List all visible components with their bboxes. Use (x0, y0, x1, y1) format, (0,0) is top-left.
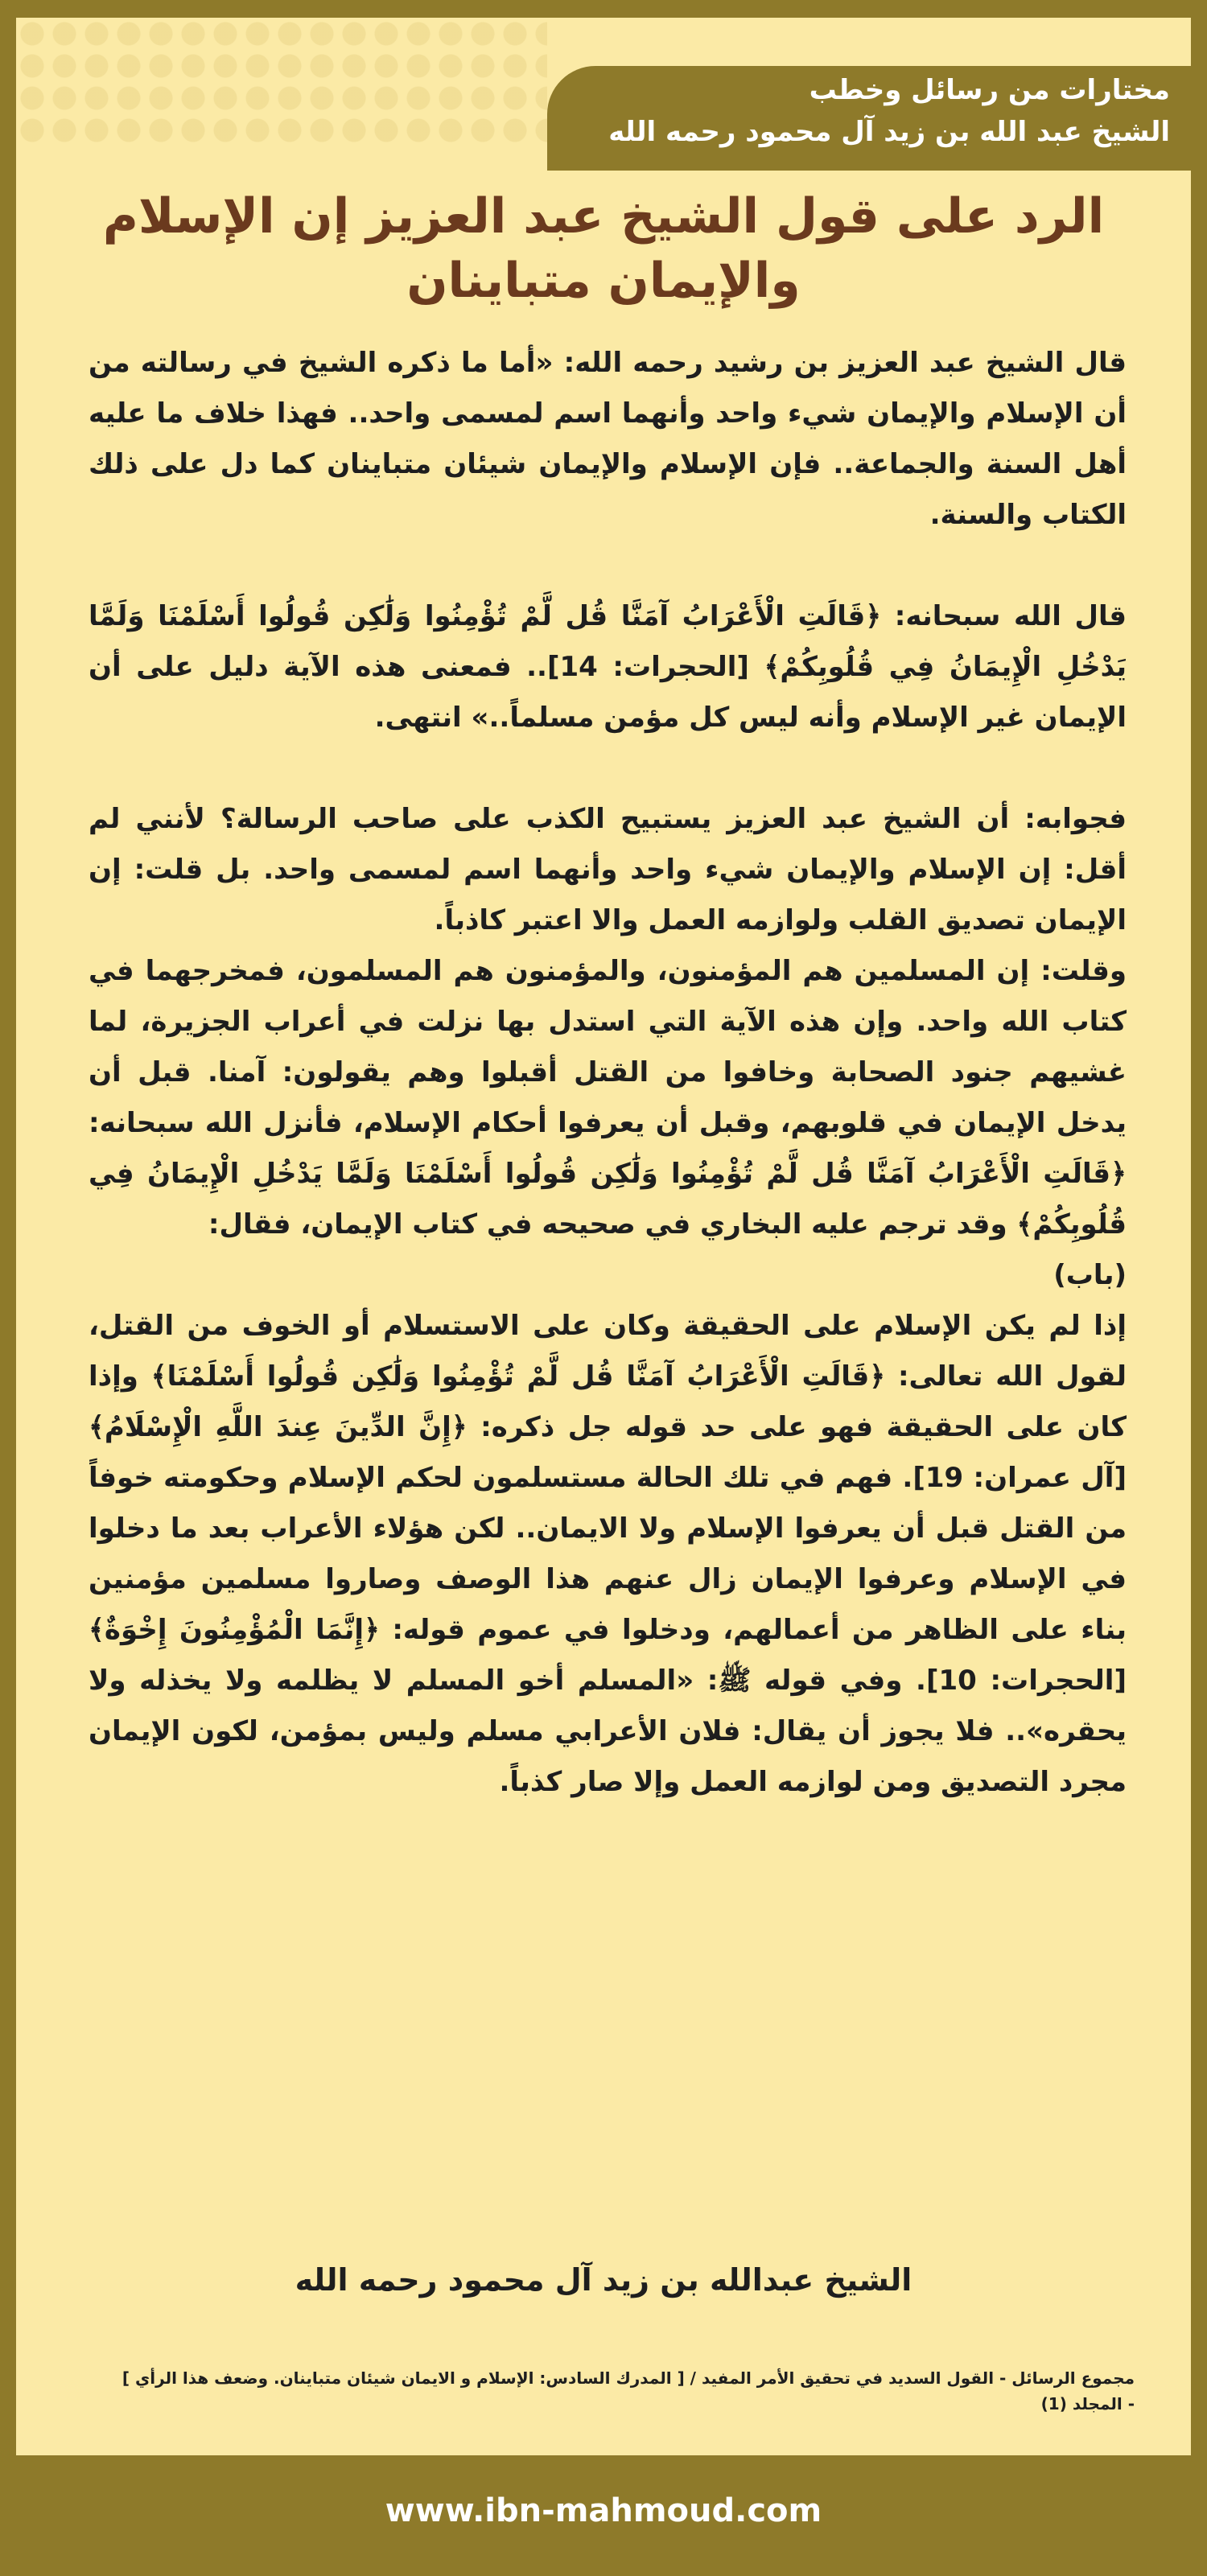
article-body (89, 338, 1127, 1808)
content-panel (16, 18, 1191, 2455)
source-line-2: - المجلد (1) (1040, 2394, 1135, 2413)
source-line-1: مجموع الرسائل - القول السديد في تحقيق الأمر المفيد / [ المدرك السادس: الإسلام و الايمان شيئان متباينان. وضعف هذا الرأي ] (122, 2368, 1135, 2388)
paragraph-gap (89, 541, 1127, 591)
source-reference (97, 2365, 1135, 2417)
body-paragraph-3: فجوابه: أن الشيخ عبد العزيز يستبيح الكذب على صاحب الرسالة؟ لأنني لم أقل: إن الإسلام والإيمان شيء واحد وأنهما اسم لمسمى واحد. بل قلت: إن الإيمان تصديق القلب ولوازمه العمل والا اعتبر كاذباً. (89, 803, 1127, 936)
header-line-1: مختارات من رسائل وخطب (809, 74, 1170, 106)
header-banner (547, 66, 1191, 171)
paragraph-gap (89, 743, 1127, 794)
footer-bar (0, 2455, 1207, 2576)
body-paragraph-6: إذا لم يكن الإسلام على الحقيقة وكان على الاستسلام أو الخوف من القتل، لقول الله تعالى: ﴿قَالَتِ الْأَعْرَابُ آمَنَّا قُل لَّمْ تُؤْمِنُوا وَلَٰكِن قُولُوا أَسْلَمْنَا﴾ وإذا كان على الحقيقة فهو على حد قوله جل ذكره: ﴿إِنَّ الدِّينَ عِندَ اللَّهِ الْإِسْلَامُ﴾ [آل عمران: 19]. فهم في تلك الحالة مستسلمون لحكم الإسلام وحكومته خوفاً من القتل قبل أن يعرفوا الإسلام ولا الايمان.. لكن هؤلاء الأعراب بعد ما دخلوا في الإسلام وعرفوا الإيمان زال عنهم هذا الوصف وصاروا مسلمين مؤمنين بناء على الظاهر من أعمالهم، ودخلوا في عموم قوله: ﴿إِنَّمَا الْمُؤْمِنُونَ إِخْوَةٌ﴾ [الحجرات: 10]. وفي قوله ﷺ: «المسلم أخو المسلم لا يظلمه ولا يخذله ولا يحقره».. فلا يجوز أن يقال: فلان الأعرابي مسلم وليس بمؤمن، لكون الإيمان مجرد التصديق ومن لوازمه العمل وإلا صار كذباً. (89, 1310, 1127, 1798)
body-paragraph-1: قال الشيخ عبد العزيز بن رشيد رحمه الله: «أما ما ذكره الشيخ في رسالته من أن الإسلام والإيمان شيء واحد وأنهما اسم لمسمى واحد.. فهذا خلاف ما عليه أهل السنة والجماعة.. فإن الإسلام والإيمان شيئان متباينان كما دل على ذلك الكتاب والسنة. (89, 347, 1127, 531)
header-line-2: الشيخ عبد الله بن زيد آل محمود رحمه الله (608, 116, 1170, 148)
article-title-line-2: والإيمان متباينان (406, 253, 801, 309)
decorative-pattern (16, 18, 547, 146)
body-paragraph-4: وقلت: إن المسلمين هم المؤمنون، والمؤمنون هم المسلمون، فمخرجهما في كتاب الله واحد. وإن هذه الآية التي استدل بها نزلت في أعراب الجزيرة، لما غشيهم جنود الصحابة وخافوا من القتل أقبلوا وهم يقولون: آمنا. قبل أن يدخل الإيمان في قلوبهم، وقبل أن يعرفوا أحكام الإسلام، فأنزل الله سبحانه: ﴿قَالَتِ الْأَعْرَابُ آمَنَّا قُل لَّمْ تُؤْمِنُوا وَلَٰكِن قُولُوا أَسْلَمْنَا وَلَمَّا يَدْخُلِ الْإِيمَانُ فِي قُلُوبِكُمْ﴾ وقد ترجم عليه البخاري في صحيحه في كتاب الإيمان، فقال: (89, 955, 1127, 1241)
body-paragraph-5: (باب) (1053, 1259, 1127, 1291)
website-link[interactable]: www.ibn-mahmoud.com (385, 2492, 822, 2529)
body-paragraph-2: قال الله سبحانه: ﴿قَالَتِ الْأَعْرَابُ آمَنَّا قُل لَّمْ تُؤْمِنُوا وَلَٰكِن قُولُوا أَسْلَمْنَا وَلَمَّا يَدْخُلِ الْإِيمَانُ فِي قُلُوبِكُمْ﴾ [الحجرات: 14].. فمعنى هذه الآية دليل على أن الإيمان غير الإسلام وأنه ليس كل مؤمن مسلماً..» انتهى. (89, 600, 1127, 734)
article-title-line-1: الرد على قول الشيخ عبد العزيز إن الإسلام (102, 188, 1105, 245)
signature: الشيخ عبدالله بن زيد آل محمود رحمه الله (295, 2262, 912, 2298)
